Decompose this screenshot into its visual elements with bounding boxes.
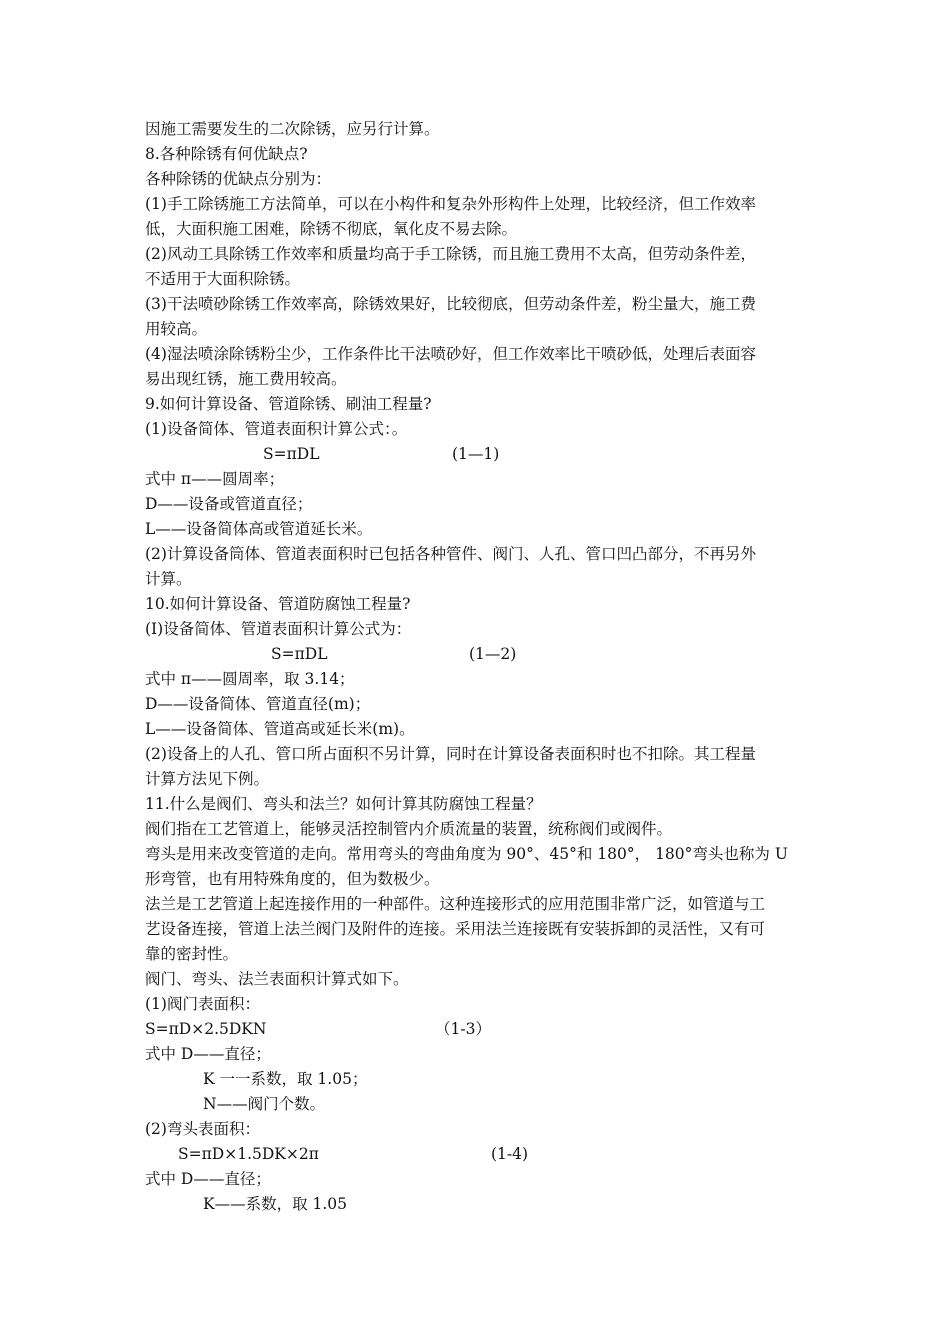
paragraph-line: 式中 D——直径； xyxy=(145,1170,271,1188)
paragraph-line: L——设备简体、管道高或延长米(m)。 xyxy=(145,720,415,738)
paragraph-line: 弯头是用来改变管道的走向。常用弯头的弯曲角度为 90°、45°和 180°， 180°弯头也称为 U xyxy=(145,845,788,863)
paragraph-line: 阀门、弯头、法兰表面积计算式如下。 xyxy=(145,970,409,988)
formula-number: （1-3） xyxy=(435,1020,491,1038)
paragraph-line: (2)风动工具除锈工作效率和质量均高于手工除锈，而且施工费用不太高，但劳动条件差， xyxy=(145,245,756,263)
paragraph-line: (2)弯头表面积： xyxy=(145,1120,260,1138)
paragraph-line: 用较高。 xyxy=(145,320,208,338)
paragraph-line: 靠的密封性。 xyxy=(145,945,239,963)
formula-1-3 xyxy=(145,1017,810,1042)
paragraph-line: (1)设备简体、管道表面积计算公式：。 xyxy=(145,420,408,438)
question-heading: 9.如何计算设备、管道除锈、刷油工程量? xyxy=(145,395,432,413)
formula-expression: S=πDL xyxy=(271,645,328,663)
paragraph-line: (1)阀门表面积： xyxy=(145,995,260,1013)
paragraph-line: K 一一系数，取 1.05； xyxy=(203,1070,368,1088)
paragraph-line: 低，大面积施工困难，除锈不彻底，氧化皮不易去除。 xyxy=(145,220,518,238)
paragraph-line: 式中 π——圆周率； xyxy=(145,470,285,488)
paragraph-line: (2)计算设备筒体、管道表面积时已包括各种管件、阀门、人孔、管口凹凸部分，不再另外 xyxy=(145,545,756,563)
paragraph-line: (2)设备上的人孔、管口所占面积不另计算，同时在计算设备表面积时也不扣除。其工程量 xyxy=(145,745,756,763)
paragraph-line: 计算。 xyxy=(145,570,192,588)
paragraph-line: 式中 D——直径； xyxy=(145,1045,271,1063)
paragraph-line: 计算方法见下例。 xyxy=(145,770,270,788)
paragraph-line: 法兰是工艺管道上起连接作用的一种部件。这种连接形式的应用范围非常广泛，如管道与工 xyxy=(145,895,766,913)
formula-expression: S=πD×2.5DKN xyxy=(145,1020,267,1038)
paragraph-line: (4)湿法喷涂除锈粉尘少，工作条件比干法喷砂好，但工作效率比干喷砂低，处理后表面容 xyxy=(145,345,756,363)
question-heading: 11.什么是阀们、弯头和法兰？如何计算其防腐蚀工程量？ xyxy=(145,795,542,813)
document-body xyxy=(145,117,810,1217)
paragraph-line: K——系数，取 1.05 xyxy=(203,1195,348,1213)
formula-expression: S=πD×1.5DK×2π xyxy=(178,1145,319,1163)
paragraph-line: 艺设备连接，管道上法兰阀门及附件的连接。采用法兰连接既有安装拆卸的灵活性，又有可 xyxy=(145,920,766,938)
paragraph-line: D——设备简体、管道直径(m)； xyxy=(145,695,371,713)
paragraph-line: 不适用于大面积除锈。 xyxy=(145,270,301,288)
paragraph-line: D——设备或管道直径； xyxy=(145,495,313,513)
paragraph-line: N——阀门个数。 xyxy=(203,1095,326,1113)
formula-number: (1—2) xyxy=(469,645,517,663)
paragraph-line: (I)设备简体、管道表面积计算公式为： xyxy=(145,620,412,638)
question-heading: 10.如何计算设备、管道防腐蚀工程量? xyxy=(145,595,411,613)
paragraph-line: (1)手工除锈施工方法简单，可以在小构件和复杂外形构件上处理，比较经济，但工作效率 xyxy=(145,195,756,213)
paragraph-line: 各种除锈的优缺点分别为： xyxy=(145,170,332,188)
formula-1-4 xyxy=(145,1142,810,1167)
formula-number: (1-4) xyxy=(491,1145,529,1163)
paragraph-line: (3)干法喷砂除锈工作效率高，除锈效果好，比较彻底，但劳动条件差，粉尘量大，施工费 xyxy=(145,295,756,313)
paragraph-line: 形弯管，也有用特殊角度的，但为数极少。 xyxy=(145,870,440,888)
formula-number: (1—1) xyxy=(452,445,500,463)
formula-expression: S=πDL xyxy=(263,445,320,463)
paragraph-line: 因施工需要发生的二次除锈，应另行计算。 xyxy=(145,120,440,138)
formula-1-2 xyxy=(145,642,810,667)
paragraph-line: 阀们指在工艺管道上，能够灵活控制管内介质流量的装置，统称阀们或阀件。 xyxy=(145,820,673,838)
paragraph-line: 易出现红锈，施工费用较高。 xyxy=(145,370,347,388)
formula-1-1 xyxy=(145,442,810,467)
paragraph-line: L——设备简体高或管道延长米。 xyxy=(145,520,373,538)
question-heading: 8.各种除锈有何优缺点? xyxy=(145,145,308,163)
paragraph-line: 式中 π——圆周率，取 3.14； xyxy=(145,670,355,688)
